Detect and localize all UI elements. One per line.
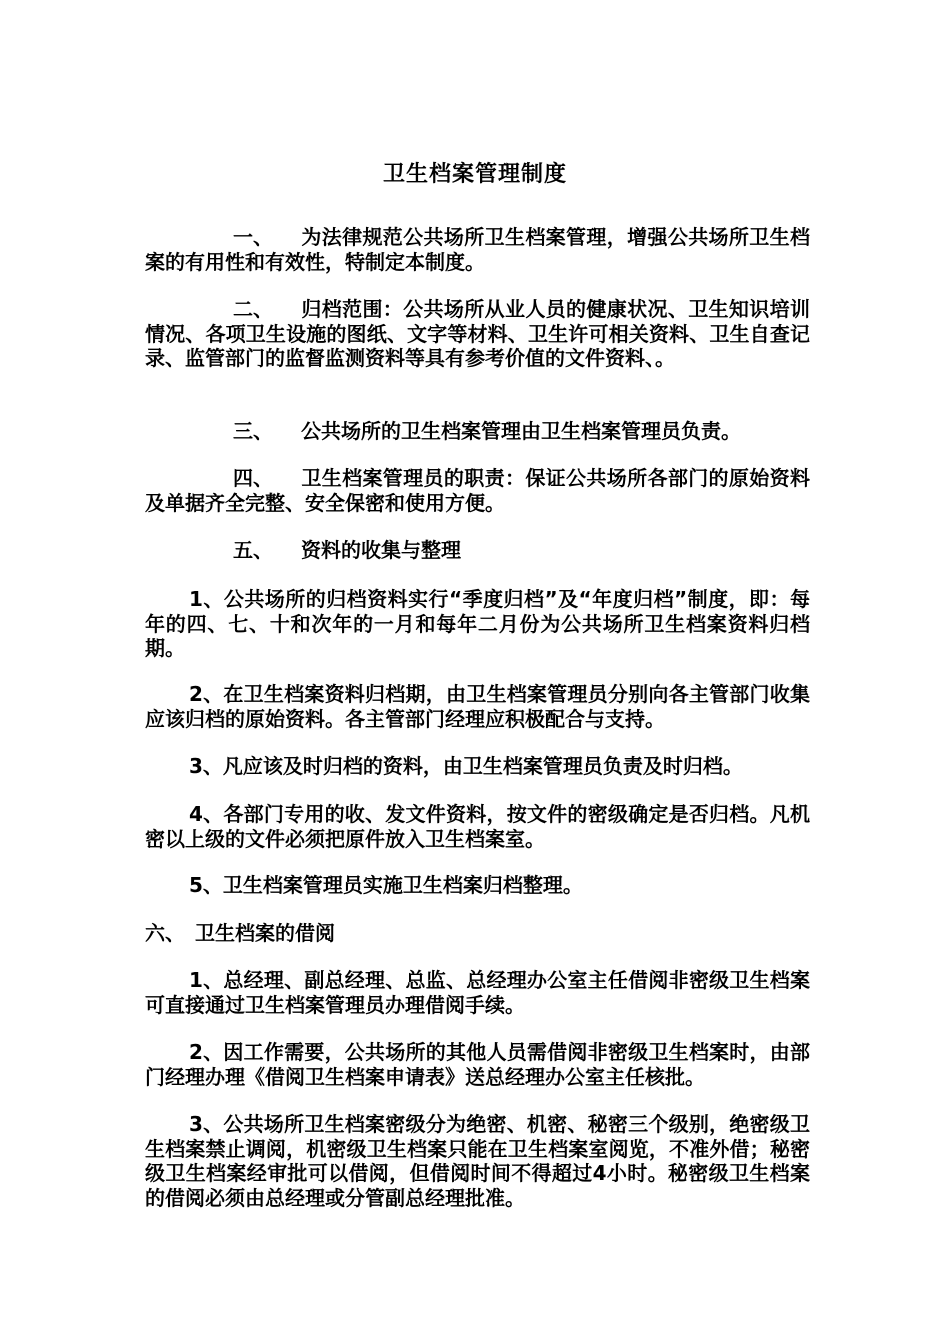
- section-number: 五、: [233, 538, 273, 562]
- section-number: 一、: [233, 225, 273, 249]
- section-6-item-3: [145, 1112, 810, 1210]
- item-text: 3、凡应该及时归档的资料，由卫生档案管理员负责及时归档。: [189, 754, 743, 778]
- document-title: 卫生档案管理制度: [382, 162, 567, 187]
- section-5-item-4: [145, 802, 810, 851]
- section-5: [145, 538, 810, 563]
- section-6-item-1: [145, 968, 810, 1017]
- section-text: 公共场所的卫生档案管理由卫生档案管理员负责。: [301, 419, 741, 443]
- item-text: 1、总经理、副总经理、总监、总经理办公室主任借阅非密级卫生档案可直接通过卫生档案管理员办理借阅手续。: [145, 968, 810, 1017]
- section-5-item-3: [145, 754, 810, 779]
- item-text: 1、公共场所的归档资料实行“季度归档”及“年度归档”制度，即：每年的四、七、十和次年的一月和每年二月份为公共场所卫生档案资料归档期。: [145, 587, 810, 660]
- section-text: 资料的收集与整理: [301, 538, 461, 562]
- item-text: 2、因工作需要，公共场所的其他人员需借阅非密级卫生档案时，由部门经理办理《借阅卫生档案申请表》送总经理办公室主任核批。: [145, 1040, 810, 1089]
- section-3: [145, 419, 810, 444]
- section-6: [145, 921, 810, 946]
- section-number: 四、: [233, 466, 273, 490]
- item-text: 2、在卫生档案资料归档期，由卫生档案管理员分别向各主管部门收集应该归档的原始资料。各主管部门经理应积极配合与支持。: [145, 682, 810, 731]
- item-text: 3、公共场所卫生档案密级分为绝密、机密、秘密三个级别，绝密级卫生档案禁止调阅，机密级卫生档案只能在卫生档案室阅览，不准外借；秘密级卫生档案经审批可以借阅，但借阅时间不得超过4小时。秘密级卫生档案的借阅必须由总经理或分管副总经理批准。: [145, 1112, 810, 1210]
- section-text: 卫生档案的借阅: [195, 921, 335, 945]
- section-text: 归档范围：公共场所从业人员的健康状况、卫生知识培训情况、各项卫生设施的图纸、文字等材料、卫生许可相关资料、卫生自查记录、监管部门的监督监测资料等具有参考价值的文件资料、。: [145, 297, 810, 370]
- section-number: 六、: [145, 921, 185, 945]
- section-1: [145, 225, 810, 274]
- section-4: [145, 466, 810, 515]
- section-5-item-5: [145, 873, 810, 898]
- section-number: 二、: [233, 297, 273, 321]
- section-number: 三、: [233, 419, 273, 443]
- section-6-item-2: [145, 1040, 810, 1089]
- section-2: [145, 297, 810, 371]
- item-text: 4、各部门专用的收、发文件资料，按文件的密级确定是否归档。凡机密以上级的文件必须把原件放入卫生档案室。: [145, 802, 810, 851]
- section-5-item-1: [145, 587, 810, 661]
- section-text: 为法律规范公共场所卫生档案管理，增强公共场所卫生档案的有用性和有效性，特制定本制度。: [145, 225, 810, 274]
- item-text: 5、卫生档案管理员实施卫生档案归档整理。: [189, 873, 583, 897]
- section-text: 卫生档案管理员的职责：保证公共场所各部门的原始资料及单据齐全完整、安全保密和使用方便。: [145, 466, 810, 515]
- section-5-item-2: [145, 682, 810, 731]
